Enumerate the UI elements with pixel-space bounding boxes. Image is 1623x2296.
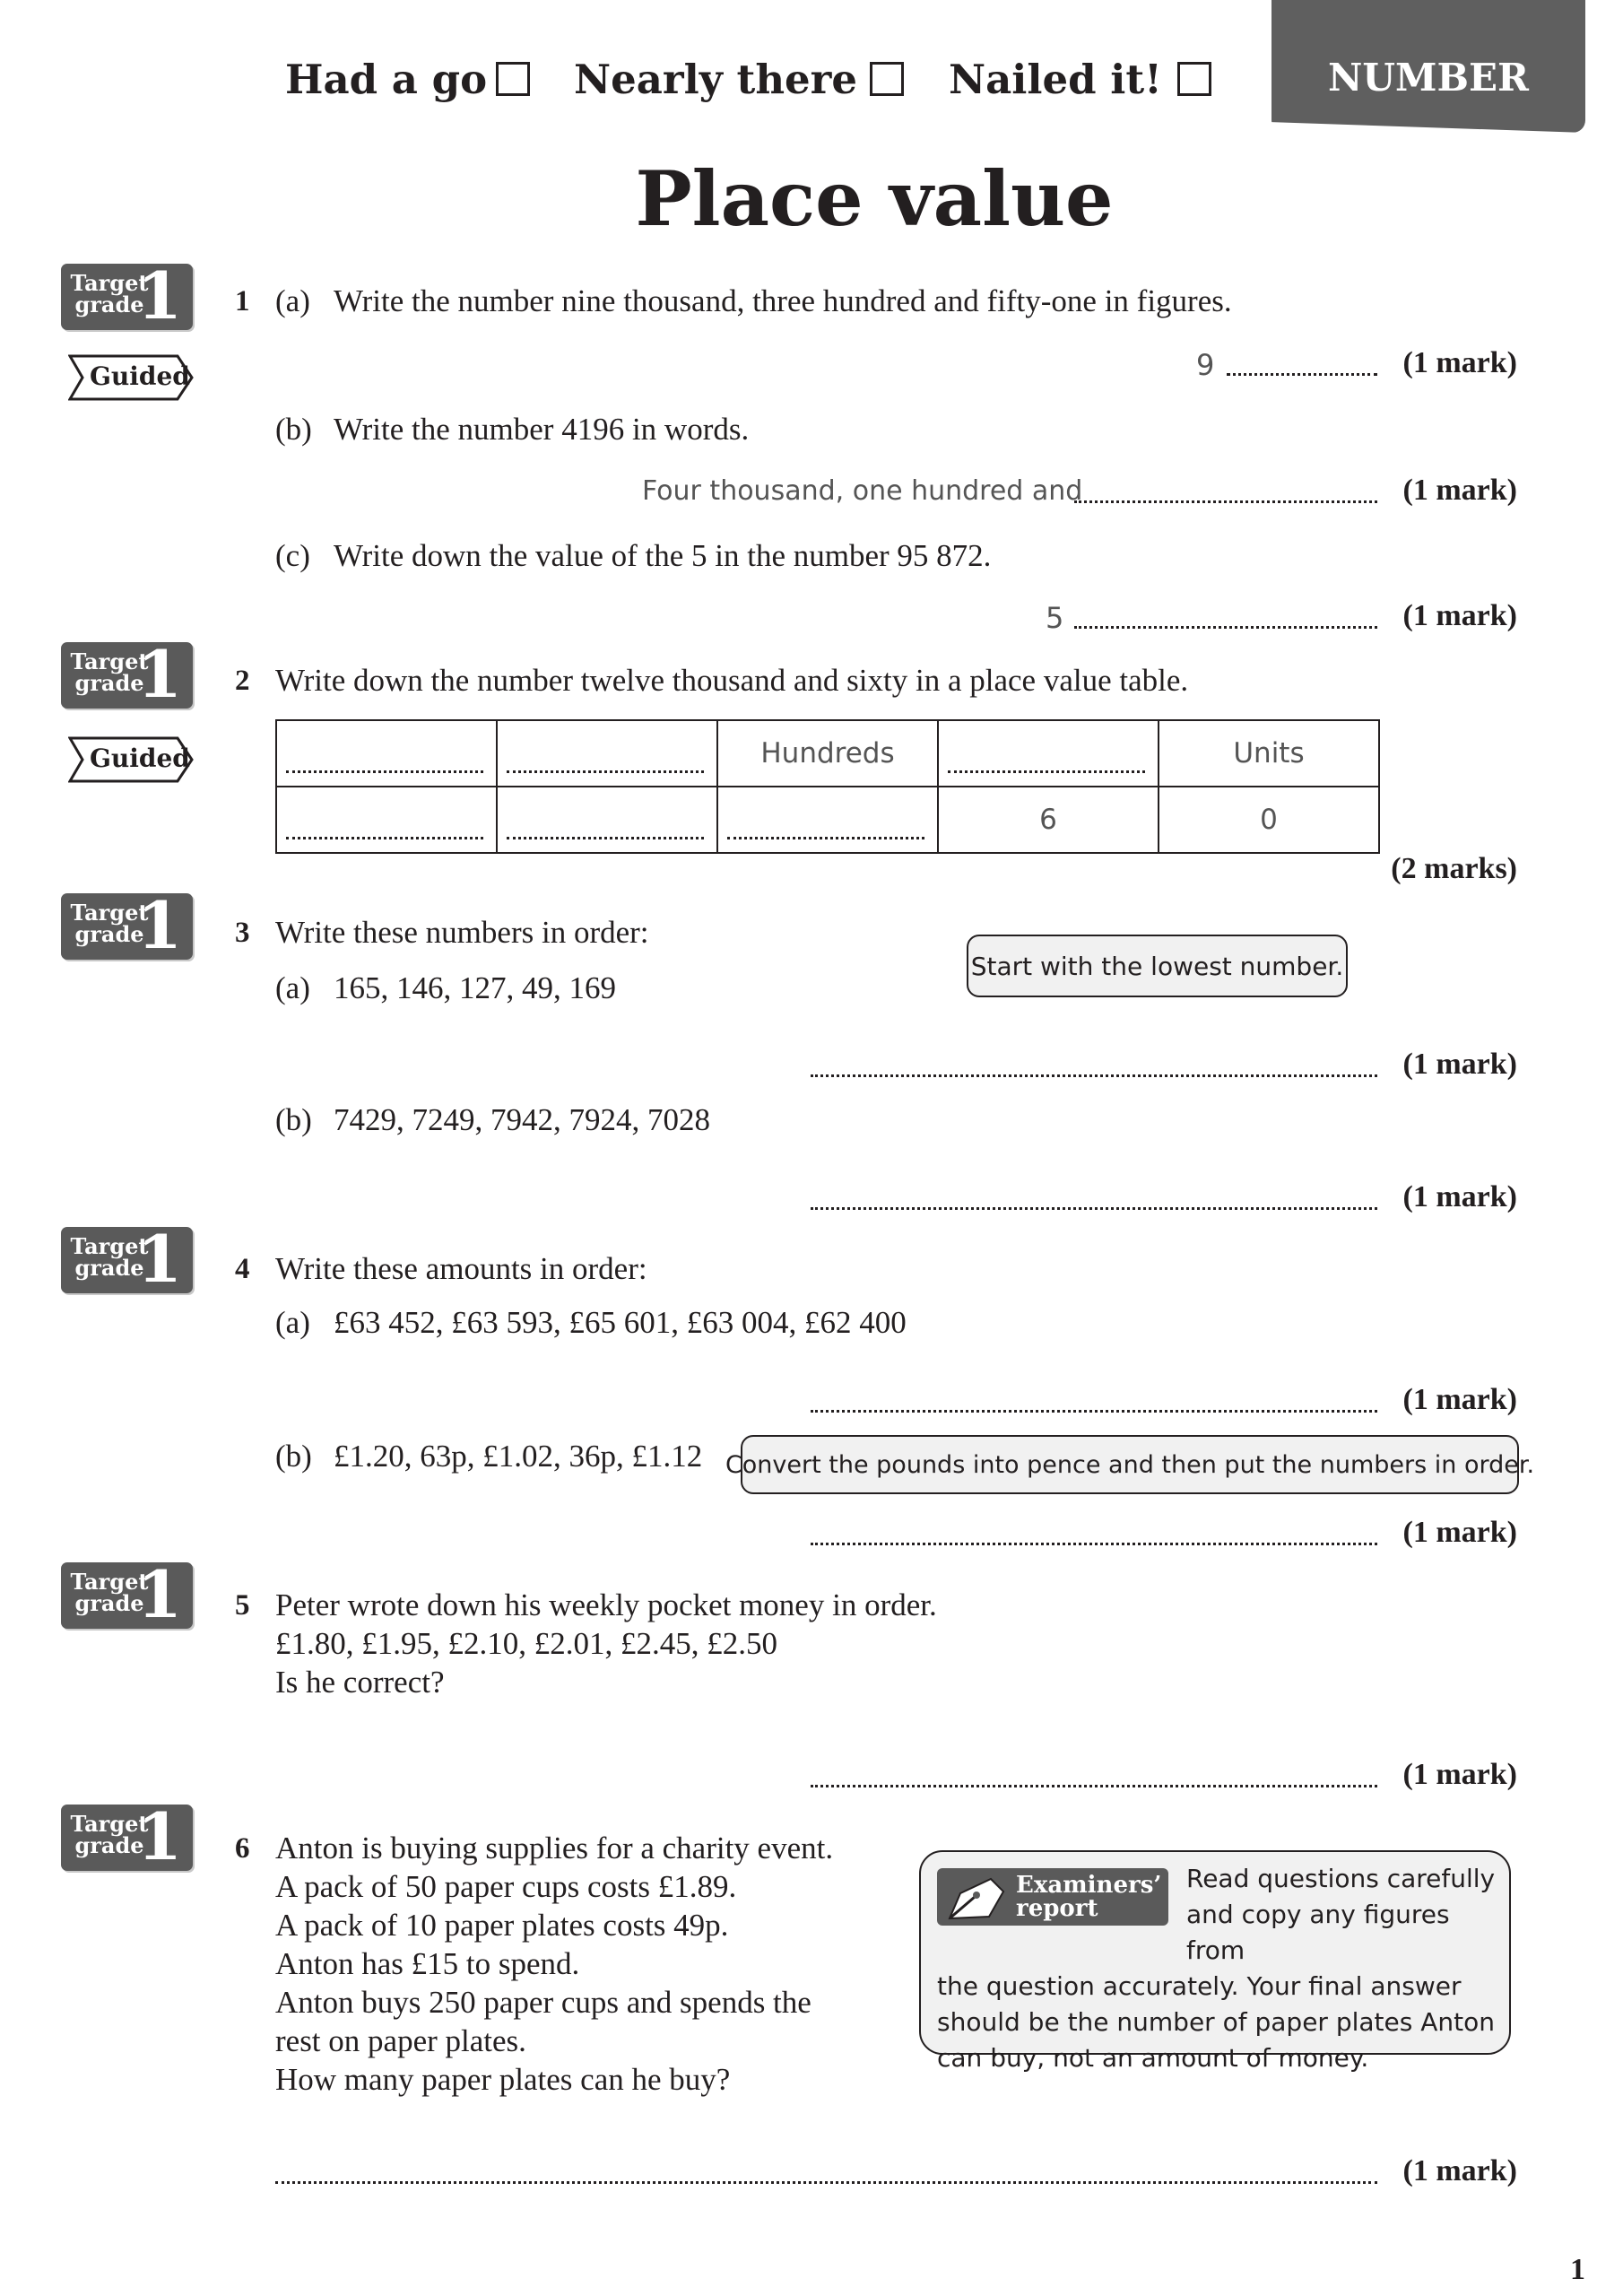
pv-header-4[interactable] [938,720,1159,787]
q1b-answer-start: Four thousand, one hundred and [642,475,1083,507]
examiners-report-title: Examiners’ report [1016,1872,1162,1922]
q1a-answer-start: 9 [1196,348,1215,382]
q1c-marks: (1 mark) [1402,599,1517,632]
pv-value-4: 6 [938,787,1159,853]
q3a-answer-line[interactable] [811,1074,1377,1077]
section-tab-label: NUMBER [1328,56,1529,100]
examiners-report-text: Read questions carefully and copy any figures from the question accurately. Your final answer should be the number of paper plates Anton can buy, not an amount of money. [937,1864,1496,2073]
q1a-label: (a) [275,283,310,318]
q1c-label: (c) [275,538,310,573]
q1a-text: Write the number nine thousand, three hundred and fifty-one in figures. [334,283,1232,318]
nailed-it-checkbox[interactable] [1177,62,1211,96]
q6-line-2: A pack of 50 paper cups costs £1.89. [275,1869,737,1904]
q1b-answer-line[interactable] [1074,500,1377,503]
target-grade-badge-q5: Target grade 1 [61,1562,193,1629]
pv-header-units: Units [1159,720,1379,787]
target-grade-badge-q6: Target grade 1 [61,1805,193,1871]
q5-line-3: Is he correct? [275,1665,445,1700]
pv-header-2[interactable] [497,720,717,787]
q6-line-1: Anton is buying supplies for a charity event. [275,1831,834,1866]
q1c-answer-line[interactable] [1074,626,1377,629]
q2-text: Write down the number twelve thousand and sixty in a place value table. [275,663,1189,698]
progress-had-a-go: Had a go [285,56,488,103]
q3b-label: (b) [275,1102,312,1137]
q1a-answer-line[interactable] [1227,373,1377,376]
q3b-answer-line[interactable] [811,1207,1377,1210]
q4a-answer-line[interactable] [811,1410,1377,1413]
target-grade-badge-q1: Target grade 1 [61,264,193,330]
q6-line-4: Anton has £15 to spend. [275,1946,580,1981]
q4a-marks: (1 mark) [1402,1383,1517,1416]
q1a-marks: (1 mark) [1402,346,1517,379]
place-value-table [275,719,1380,854]
q3a-label: (a) [275,970,310,1005]
pv-value-1[interactable] [276,787,497,853]
question-4-number: 4 [235,1253,250,1285]
pv-header-hundreds: Hundreds [717,720,938,787]
q3-hint-box: Start with the lowest number. [967,935,1348,997]
q3-text: Write these numbers in order: [275,915,649,950]
question-2-number: 2 [235,665,250,697]
progress-nailed-it: Nailed it! [949,56,1162,103]
q3b-marks: (1 mark) [1402,1180,1517,1213]
progress-nearly-there: Nearly there [574,56,858,103]
q5-marks: (1 mark) [1402,1758,1517,1791]
guided-label-q2: Guided [90,744,190,773]
q5-answer-line[interactable] [811,1785,1377,1787]
q6-line-5: Anton buys 250 paper cups and spends the [275,1985,812,2020]
q1b-text: Write the number 4196 in words. [334,412,750,447]
pv-value-5: 0 [1159,787,1379,853]
q4b-text: £1.20, 63p, £1.02, 36p, £1.12 [334,1439,703,1474]
page-title: Place value [635,154,1114,243]
q2-marks: (2 marks) [1391,852,1517,885]
target-grade-badge-q4: Target grade 1 [61,1227,193,1293]
q6-line-3: A pack of 10 paper plates costs 49p. [275,1908,729,1943]
pv-value-3[interactable] [717,787,938,853]
question-3-number: 3 [235,917,250,949]
pv-value-2[interactable] [497,787,717,853]
q4b-label: (b) [275,1439,312,1474]
q1c-answer-start: 5 [1046,601,1064,635]
examiners-report-box [919,1850,1511,2073]
q4-text: Write these amounts in order: [275,1251,647,1286]
q1b-label: (b) [275,412,312,447]
q1b-marks: (1 mark) [1402,474,1517,507]
q6-answer-line[interactable] [275,2181,1377,2184]
guided-label-q1: Guided [90,361,190,391]
target-grade-badge-q3: Target grade 1 [61,893,193,960]
target-grade-badge-q2: Target grade 1 [61,642,193,709]
q6-marks: (1 mark) [1402,2154,1517,2187]
q4a-text: £63 452, £63 593, £65 601, £63 004, £62 400 [334,1305,907,1340]
q5-line-2: £1.80, £1.95, £2.10, £2.01, £2.45, £2.50 [275,1626,777,1661]
q3a-text: 165, 146, 127, 49, 169 [334,970,616,1005]
q4a-label: (a) [275,1305,310,1340]
page-number: 1 [1570,2253,1585,2286]
q6-line-7: How many paper plates can he buy? [275,2062,731,2097]
pv-header-1[interactable] [276,720,497,787]
q5-line-1: Peter wrote down his weekly pocket money in order. [275,1587,937,1622]
q4b-answer-line[interactable] [811,1543,1377,1545]
nearly-there-checkbox[interactable] [870,62,904,96]
had-a-go-checkbox[interactable] [496,62,530,96]
q4b-marks: (1 mark) [1402,1516,1517,1549]
q1c-text: Write down the value of the 5 in the number 95 872. [334,538,992,573]
q3a-marks: (1 mark) [1402,1048,1517,1081]
question-5-number: 5 [235,1589,250,1622]
q4-hint-box: Convert the pounds into pence and then put the numbers in order. [741,1435,1519,1494]
q6-line-6: rest on paper plates. [275,2023,526,2058]
q3b-text: 7429, 7249, 7942, 7924, 7028 [334,1102,710,1137]
question-6-number: 6 [235,1832,250,1865]
question-1-number: 1 [235,285,250,317]
